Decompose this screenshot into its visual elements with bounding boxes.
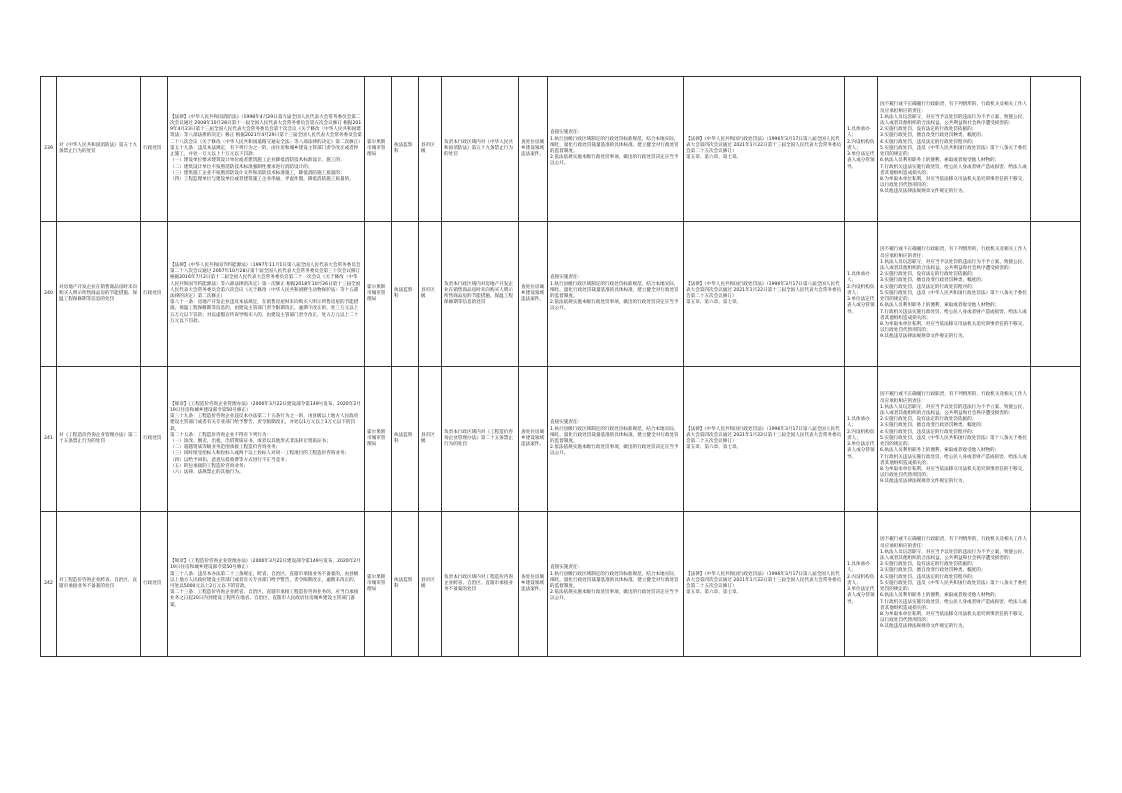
legal-basis-line: 第八十一条：房地产开发企业违反本法规定，在销售房屋时未向购买人明示所售房屋的节能措施、保温工程保修期等信息的，由建设主管部门责令限期改正，逾期不改正的，处三万元以上五万元以下罚款；对以虚假宣传误导购买人的，由建设主管部门责令改正，处五万元以上二十万元以下罚款。 <box>170 300 359 324</box>
legal-basis-cell <box>168 222 365 367</box>
accountability-line: 因不履行或不正确履行行政职责，有下列情形的，行政机关及相关工作人员应承担相应的责任： <box>880 102 1028 114</box>
internal-unit-cell: 执法监察科 <box>392 367 419 512</box>
accountable-persons-line: 1.具体承办人； <box>847 562 870 574</box>
accountable-persons-cell <box>845 222 878 367</box>
responsibility-basis-cell <box>684 77 845 222</box>
accountability-line: 8.为牟取本单位私利，对应当依法移交司法机关追究刑事责任的不移交，以行政处罚代替刑罚的； <box>880 176 1027 189</box>
matter-name-cell: 对房地产开发企业在销售商品房时未向购买人明示所售商品房的节能措施、保温工程保修期等信息的处罚 <box>57 222 141 367</box>
accountability-line: 1.执法人员玩忽职守，对应当予以处罚的违法行为不予立案、致使公民、法人或者其他组织的合法权益、公共利益和社会秩序遭受损害的； <box>880 259 1027 272</box>
jurisdiction-cell: 查处住房城乡建设领域违法案件。 <box>519 77 548 222</box>
accountability-line: 2.实施行政处罚，没有法定的行政处罚依据的； <box>880 562 977 568</box>
accountability-line: 7.行政机关违法实施行政处罚，给公民人身或者财产造成损害、给法人或者其他组织造成损失的； <box>880 599 1027 611</box>
accountability-line: 3.实施行政处罚，擅自改变行政处罚种类、幅度的； <box>880 568 986 574</box>
legal-basis-line: （三）建筑施工企业不按照消防设计文件和消防技术标准施工，降低消防施工质量的； <box>170 170 345 176</box>
accountability-cell <box>878 222 1031 367</box>
jurisdiction-cell: 查处住房城乡建设领域违法案件。 <box>519 222 548 367</box>
responsibility-basis-cell <box>684 512 845 657</box>
responsibility-items-line: 1.执行县级行政区域制定的行政处罚标准规范，结合本地实际，细化、量化行政处罚裁量基准的具体标准，建立健全对行政处罚的监督制度。 <box>550 426 679 444</box>
accountable-persons-cell <box>845 77 878 222</box>
accountability-line: 8.为牟取本单位私利，对应当依法移交司法机关追究刑事责任的不移交，以行政处罚代替刑罚的； <box>880 611 1027 624</box>
accountability-line: 3.实施行政处罚，擅自改变行政处罚种类、幅度的； <box>880 423 986 429</box>
power-list-table <box>40 76 1081 657</box>
responsibility-items-line: 直接实施责任： <box>550 420 583 426</box>
legal-basis-line: （六）法律、法规禁止的其他行为。 <box>170 470 244 476</box>
accountable-persons-cell <box>845 512 878 657</box>
accountability-line: 1.执法人员玩忽职守，对应当予以处罚的违法行为不予立案、致使公民、法人或者其他组织的合法权益、公共利益和社会秩序遭受损害的； <box>880 404 1027 417</box>
table-body <box>41 77 1081 657</box>
accountability-line: 2.实施行政处罚，没有法定的行政处罚依据的； <box>880 417 977 423</box>
legal-basis-line: （二）超越资质等级业务范围承接工程造价咨询业务； <box>170 445 281 451</box>
matter-name-cell: 对《工程造价咨询企业管理办法》第二十五条禁止行为的处罚 <box>57 367 141 512</box>
accountability-cell <box>878 77 1031 222</box>
admin-level-cell: 县市区级 <box>419 512 442 657</box>
accountability-line: 4.实施行政处罚，违反法定的行政处罚程序的； <box>880 429 977 435</box>
remarks-cell <box>1031 512 1081 657</box>
legal-basis-line: （四）以给予回扣、恶意压低收费等方式进行不正当竞争； <box>170 457 290 463</box>
legal-basis-line: （三）同时接受招标人和投标人或两个以上投标人对同一工程项目的工程造价咨询业务； <box>170 451 350 457</box>
table-row <box>41 512 1081 657</box>
responsibility-items-line: 2.依法依规实施本级行政处罚事项，做出的行政处罚决定应当予以公开。 <box>550 445 679 457</box>
matter-name-cell: 对《中华人民共和国消防法》第五十九条禁止行为的处罚 <box>57 77 141 222</box>
accountability-line: 8.为牟取本单位私利，对应当依法移交司法机关追究刑事责任的不移交，以行政处罚代替刑罚的； <box>880 321 1027 334</box>
legal-basis-line: （二）建筑设计单位不按照消防技术标准强制性要求进行消防设计的； <box>170 164 313 170</box>
department-cell: 霍尔果斯市城市管理局 <box>365 77 392 222</box>
accountability-line: 5.实施行政处罚，违反《中华人民共和国行政处罚法》第十八条关于委托处罚的规定的； <box>880 290 1027 303</box>
accountable-persons-line: 2.内设机构负责人； <box>847 429 875 441</box>
accountability-line: 9.其他违反法律法规规章文件规定的行为。 <box>880 334 968 340</box>
jurisdiction-cell: 查处住房城乡建设领域违法案件。 <box>519 367 548 512</box>
row-number-cell: 240 <box>41 222 57 367</box>
accountability-cell <box>878 512 1031 657</box>
responsibility-basis-line: 第五章、第六章、第七章。 <box>686 155 742 161</box>
accountability-line: 7.行政机关违法实施行政处罚，给公民人身或者财产造成损害、给法人或者其他组织造成损失的； <box>880 309 1027 321</box>
legal-basis-line: 【规章】《工程造价咨询企业管理办法》（2006年3月22日建设部令第149号发布，2020年2月19日住房和城乡建设部令第50号修正） <box>170 559 361 571</box>
accountability-line: 6.执法人员利用职务上的便利，索取或者收受他人财物的； <box>880 158 1000 164</box>
accountability-line: 5.实施行政处罚，违反《中华人民共和国行政处罚法》第十八条关于委托处罚的规定的； <box>880 580 1027 593</box>
accountability-line: 3.实施行政处罚，擅自改变行政处罚种类、幅度的； <box>880 133 986 139</box>
accountability-line: 2.实施行政处罚，没有法定的行政处罚依据的； <box>880 272 977 278</box>
responsibility-basis-line: 【法律】《中华人民共和国行政处罚法》（1996年3月17日第八届全国人民代表大会第四次会议通过 2021年1月22日第十三届全国人民代表大会常务委员会第二十五次会议修订） <box>686 571 842 589</box>
accountability-line: 因不履行或不正确履行行政职责，有下列情形的，行政机关及相关工作人员应承担相应的责任： <box>880 537 1028 549</box>
legal-basis-line: 第五十九条：违反本法规定，有下列行为之一的，由住房和城乡建设主管部门责令改正或者停止施工，并处一万元以上十万元以下罚款： <box>170 145 359 158</box>
accountability-line: 8.为牟取本单位私利，对应当依法移交司法机关追究刑事责任的不移交，以行政处罚代替刑罚的； <box>880 466 1027 479</box>
accountability-line: 4.实施行政处罚，违反法定的行政处罚程序的； <box>880 139 977 145</box>
table-row <box>41 77 1081 222</box>
legal-basis-line: 【法律】《中华人民共和国消防法》（1998年4月29日第九届全国人民代表大会常务委员会第二次会议通过 2008年10月28日第十一届全国人民代表大会常务委员会第五次会议修订 根据2019年4月23日第十三届全国人民代表大会常务委员会第十次会议《关于修改〈中华人民共和国建筑法〉等八部法律的决定》修正 根据2021年4月29日第十三届全国人民代表大会常务委员会第二十八次会议《关于修改〈中华人民共和国道路交通安全法〉等八部法律的决定》第二次修正） <box>170 114 363 145</box>
responsibility-subject-cell: 负责本行政区域内对《中华人民共和国消防法》第五十九条禁止行为的处罚 <box>442 77 519 222</box>
accountability-line: 5.实施行政处罚，违反《中华人民共和国行政处罚法》第十八条关于委托处罚的规定的； <box>880 145 1027 158</box>
accountability-line: 因不履行或不正确履行行政职责，有下列情形的，行政机关及相关工作人员应承担相应的责任： <box>880 392 1028 404</box>
accountability-line: 9.其他违反法律法规规章文件规定的行为。 <box>880 624 968 630</box>
legal-basis-cell <box>168 512 365 657</box>
remarks-cell <box>1031 367 1081 512</box>
accountability-line: 9.其他违反法律法规规章文件规定的行为。 <box>880 479 968 485</box>
responsibility-items-line: 1.执行县级行政区域制定的行政处罚标准规范，结合本地实际，细化、量化行政处罚裁量基准的具体标准，建立健全对行政处罚的监督制度。 <box>550 281 679 299</box>
legal-basis-line: 第二十五条：工程造价咨询企业不得有下列行为： <box>170 432 272 438</box>
responsibility-basis-line: 【法律】《中华人民共和国行政处罚法》（1996年3月17日第八届全国人民代表大会第四次会议通过 2021年1月22日第十三届全国人民代表大会常务委员会第二十五次会议修订） <box>686 136 842 154</box>
legal-basis-line: 第三十九条：工程造价咨询企业违反本办法第二十五条行为之一的，由县级以上地方人民政府建设主管部门或者有关专业部门给予警告，责令限期改正，并处以1万元以上3万元以下的罚款。 <box>170 414 359 432</box>
responsibility-subject-cell: 负责本行政区域内对工程造价咨询企业跨省、自治区、直辖市承接业务不备案的处罚 <box>442 512 519 657</box>
accountable-persons-line: 2.内设机构负责人； <box>847 139 875 151</box>
legal-basis-line: 【法律】《中华人民共和国节约能源法》（1997年11月1日第八届全国人民代表大会常务委员会第二十八次会议通过 2007年10月28日第十届全国人民代表大会常务委员会第三十次会议修订 根据2016年7月2日第十二届全国人民代表大会常务委员会第二十一次会议《关于修改〈中华人民共和国节约能源法〉等六部法律的决定》第一次修正 根据2018年10月26日第十三届全国人民代表大会常务委员会第六次会议《关于修改〈中华人民共和国野生动物保护法〉等十五部法律的决定》第二次修正） <box>170 262 361 299</box>
accountability-line: 因不履行或不正确履行行政职责，有下列情形的，行政机关及相关工作人员应承担相应的责任： <box>880 247 1028 259</box>
admin-level-cell: 县市区级 <box>419 367 442 512</box>
table-row <box>41 222 1081 367</box>
legal-basis-line: 第三十八条：违反本办法第二十三条规定，跨省、自治区、直辖市承接业务不备案的，由县级以上地方人民政府建设主管部门或者有关专业部门给予警告，责令限期改正，逾期未改正的，可处以5000元以上2万元以下的罚款。 <box>170 571 359 589</box>
row-number-cell: 239 <box>41 77 57 222</box>
matter-type-cell: 行政处罚 <box>141 512 168 657</box>
row-number-cell: 241 <box>41 367 57 512</box>
accountability-line: 5.实施行政处罚，违反《中华人民共和国行政处罚法》第十八条关于委托处罚的规定的； <box>880 435 1027 448</box>
department-cell: 霍尔果斯市城市管理局 <box>365 367 392 512</box>
accountable-persons-line: 1.具体承办人； <box>847 127 870 139</box>
legal-basis-cell <box>168 77 365 222</box>
accountability-line: 3.实施行政处罚，擅自改变行政处罚种类、幅度的； <box>880 278 986 284</box>
internal-unit-cell: 执法监察科 <box>392 77 419 222</box>
accountability-cell <box>878 367 1031 512</box>
legal-basis-line: （四）工程监理单位与建设单位或者建筑施工企业串通，弄虚作假，降低消防施工质量的。 <box>170 176 354 182</box>
accountability-line: 4.实施行政处罚，违反法定的行政处罚程序的； <box>880 574 977 580</box>
responsibility-subject-cell: 负责本行政区域内对《工程造价咨询企业管理办法》第二十五条禁止行为的处罚 <box>442 367 519 512</box>
remarks-cell <box>1031 222 1081 367</box>
accountable-persons-line: 2.内设机构负责人； <box>847 284 875 296</box>
responsibility-items-cell <box>548 222 684 367</box>
accountability-line: 6.执法人员利用职务上的便利，索取或者收受他人财物的； <box>880 593 1000 599</box>
department-cell: 霍尔果斯市城市管理局 <box>365 222 392 367</box>
responsibility-basis-line: 第五章、第六章、第七章。 <box>686 590 742 596</box>
responsibility-subject-cell: 负责本行政区域内对房地产开发企业在销售商品房时未向购买人明示所售商品房的节能措施、保温工程保修期等信息的处罚 <box>442 222 519 367</box>
admin-level-cell: 县市区级 <box>419 77 442 222</box>
accountable-persons-line: 2.内设机构负责人； <box>847 574 875 586</box>
accountable-persons-line: 3.单位法定代表人或分管领导。 <box>847 587 875 605</box>
responsibility-items-cell <box>548 77 684 222</box>
responsibility-items-line: 2.依法依规实施本级行政处罚事项，做出的行政处罚决定应当予以公开。 <box>550 155 679 167</box>
accountability-line: 1.执法人员玩忽职守，对应当予以处罚的违法行为不予立案、致使公民、法人或者其他组织的合法权益、公共利益和社会秩序遭受损害的； <box>880 114 1027 127</box>
responsibility-items-line: 1.执行县级行政区域制定的行政处罚标准规范，结合本地实际，细化、量化行政处罚裁量基准的具体标准，建立健全对行政处罚的监督制度。 <box>550 571 679 589</box>
responsibility-items-line: 直接实施责任： <box>550 565 583 571</box>
admin-level-cell: 县市区级 <box>419 222 442 367</box>
matter-name-cell: 对工程造价咨询企业跨省、自治区、直辖市承接业务不备案的处罚 <box>57 512 141 657</box>
responsibility-basis-cell <box>684 222 845 367</box>
responsibility-items-line: 2.依法依规实施本级行政处罚事项，做出的行政处罚决定应当予以公开。 <box>550 590 679 602</box>
responsibility-items-line: 2.依法依规实施本级行政处罚事项，做出的行政处罚决定应当予以公开。 <box>550 300 679 312</box>
responsibility-basis-line: 【法律】《中华人民共和国行政处罚法》（1996年3月17日第八届全国人民代表大会第四次会议通过 2021年1月22日第十三届全国人民代表大会常务委员会第二十五次会议修订） <box>686 426 842 444</box>
matter-type-cell: 行政处罚 <box>141 222 168 367</box>
accountable-persons-line: 3.单位法定代表人或分管领导。 <box>847 297 875 315</box>
responsibility-basis-line: 【法律】《中华人民共和国行政处罚法》（1996年3月17日第八届全国人民代表大会第四次会议通过 2021年1月22日第十三届全国人民代表大会常务委员会第二十五次会议修订） <box>686 281 842 299</box>
legal-basis-line: （一）建设单位要求建筑设计单位或者建筑施工企业降低消防技术标准设计、施工的； <box>170 158 345 164</box>
responsibility-items-line: 直接实施责任： <box>550 130 583 136</box>
responsibility-items-line: 直接实施责任： <box>550 275 583 281</box>
accountability-line: 7.行政机关违法实施行政处罚，给公民人身或者财产造成损害、给法人或者其他组织造成损失的； <box>880 454 1027 466</box>
row-number-cell: 242 <box>41 512 57 657</box>
legal-basis-line: （五）转包承接的工程造价咨询业务； <box>170 463 249 469</box>
responsibility-basis-line: 第五章、第六章、第七章。 <box>686 445 742 451</box>
accountability-line: 9.其他违反法律法规规章文件规定的行为。 <box>880 189 968 195</box>
responsibility-items-line: 1.执行县级行政区域制定的行政处罚标准规范，结合本地实际，细化、量化行政处罚裁量基准的具体标准，建立健全对行政处罚的监督制度。 <box>550 136 679 154</box>
legal-basis-line: 【规章】《工程造价咨询企业管理办法》（2006年3月22日建设部令第149号发布，2020年2月19日住房和城乡建设部令第50号修正） <box>170 401 361 413</box>
jurisdiction-cell: 查处住房城乡建设领域违法案件。 <box>519 512 548 657</box>
accountability-line: 1.执法人员玩忽职守，对应当予以处罚的违法行为不予立案、致使公民、法人或者其他组织的合法权益、公共利益和社会秩序遭受损害的； <box>880 549 1027 562</box>
accountable-persons-line: 1.具体承办人； <box>847 272 870 284</box>
responsibility-items-cell <box>548 367 684 512</box>
table-row <box>41 367 1081 512</box>
accountability-line: 6.执法人员利用职务上的便利，索取或者收受他人财物的； <box>880 448 1000 454</box>
legal-basis-line: 第二十三条：工程造价咨询企业跨省、自治区、直辖市承接工程造价咨询业务的，应当自承接业务之日起20日内到建设工程所在地省、自治区、直辖市人民政府住房城乡建设主管部门备案。 <box>170 590 359 608</box>
internal-unit-cell: 执法监察科 <box>392 222 419 367</box>
responsibility-basis-cell <box>684 367 845 512</box>
remarks-cell <box>1031 77 1081 222</box>
responsibility-basis-line: 第五章、第六章、第七章。 <box>686 300 742 306</box>
accountable-persons-line: 1.具体承办人； <box>847 417 870 429</box>
accountability-line: 7.行政机关违法实施行政处罚，给公民人身或者财产造成损害、给法人或者其他组织造成损失的； <box>880 164 1027 176</box>
internal-unit-cell: 执法监察科 <box>392 512 419 657</box>
responsibility-items-cell <box>548 512 684 657</box>
accountability-line: 2.实施行政处罚，没有法定的行政处罚依据的； <box>880 127 977 133</box>
matter-type-cell: 行政处罚 <box>141 367 168 512</box>
accountability-line: 6.执法人员利用职务上的便利，索取或者收受他人财物的； <box>880 303 1000 309</box>
department-cell: 霍尔果斯市城市管理局 <box>365 512 392 657</box>
accountable-persons-cell <box>845 367 878 512</box>
legal-basis-line: （一）涂改、倒卖、出租、出借资质证书，或者以其他形式非法转让资质证书； <box>170 439 331 444</box>
accountability-line: 4.实施行政处罚，违反法定的行政处罚程序的； <box>880 284 977 290</box>
matter-type-cell: 行政处罚 <box>141 77 168 222</box>
accountable-persons-line: 3.单位法定代表人或分管领导。 <box>847 442 875 460</box>
accountable-persons-line: 3.单位法定代表人或分管领导。 <box>847 152 875 170</box>
legal-basis-cell <box>168 367 365 512</box>
